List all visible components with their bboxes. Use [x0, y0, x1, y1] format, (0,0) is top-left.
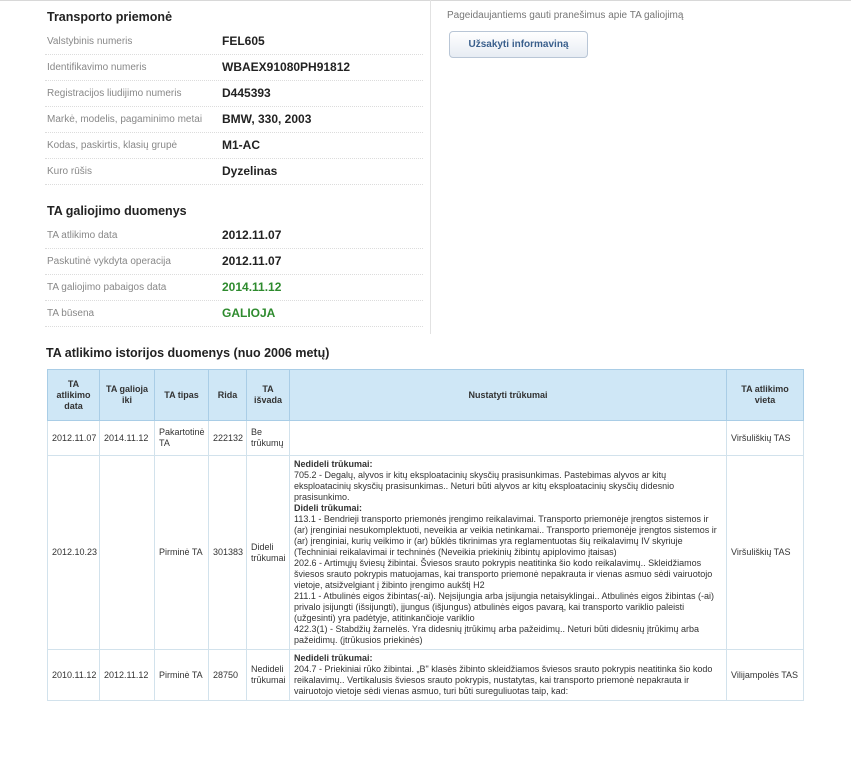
defect-item: 422.3(1) - Stabdžių žarnelės. Yra didesnių įtrūkimų arba pažeidimų.. Neturi būti didesnių įtrūkimų arba pažeidimų. (įtrūkusios priekinės): [294, 624, 700, 645]
col-header-mileage: Rida: [209, 370, 247, 421]
field-label: Identifikavimo numeris: [47, 62, 147, 73]
col-header-valid-until: TA galioja iki: [100, 370, 155, 421]
table-row: [48, 421, 804, 456]
history-table: [47, 369, 804, 701]
registration-number: D445393: [222, 86, 271, 100]
cell-defects: [290, 456, 727, 650]
vehicle-class: M1-AC: [222, 138, 260, 152]
defect-item: 211.1 - Atbulinės eigos žibintas(-ai). Neįsijungia arba įsijungia netaisyklingai.. Atbulinės eigos žibintas (-ai) privalo įsijungti (išsijungti), įjungus (išjungus) atbulinės eigos pavarą, kai transporto variklio paleisti (užgesinti) yra padėtyje, atitinkančioje variklio: [294, 591, 715, 623]
cell-type: Pakartotinė TA: [155, 421, 209, 456]
make-model-year: BMW, 330, 2003: [222, 112, 312, 126]
field-label: TA būsena: [47, 308, 95, 319]
defect-item: 202.6 - Artimųjų šviesų žibintai. Šviesos srauto pokrypis neatitinka šio kodo reikalavimų.. Skleidžiamos šviesos srauto pokrypis matuojamas, kai transporto priemonė nepakrauta ir vienas asmuo sėdi vairuotojo vietoje, atsižvelgiant į žibinto įrengimo aukštį H2: [294, 558, 713, 590]
validity-row: [45, 301, 423, 327]
cell-mileage: 28750: [209, 650, 247, 701]
cell-defects: [290, 650, 727, 701]
field-label: TA atlikimo data: [47, 230, 118, 241]
cell-date: 2010.11.12: [48, 650, 100, 701]
defect-item: 204.7 - Priekiniai rūko žibintai. „B" klasės žibinto skleidžiamos šviesos srauto pokrypis neatitinka šio kodo reikalavimų.. Vertikalusis šviesos srauto pokrypis, nustatytas, kai transporto priemonė nepakrauta ir vairuotojo vietoje sėdi vienas asmuo, turi būti sureguliuotas taip, kad:: [294, 664, 713, 696]
cell-conclusion: Be trūkumų: [247, 421, 290, 456]
last-operation-date: 2012.11.07: [222, 254, 282, 268]
cell-place: Viršuliškių TAS: [727, 421, 804, 456]
field-label: TA galiojimo pabaigos data: [47, 282, 167, 293]
cell-place: Vilijampolės TAS: [727, 650, 804, 701]
vehicle-row: [45, 29, 423, 55]
col-header-conclusion: TA išvada: [247, 370, 290, 421]
vehicle-row: [45, 55, 423, 81]
cell-place: Viršuliškių TAS: [727, 456, 804, 650]
cell-date: 2012.10.23: [48, 456, 100, 650]
cell-type: Pirminė TA: [155, 456, 209, 650]
cell-valid-until: 2012.11.12: [100, 650, 155, 701]
status-badge: GALIOJA: [222, 306, 276, 320]
vehicle-info-panel: [35, 0, 431, 334]
col-header-defects: Nustatyti trūkumai: [290, 370, 727, 421]
cell-type: Pirminė TA: [155, 650, 209, 701]
validity-section-title: TA galiojimo duomenys: [47, 204, 187, 218]
col-header-date: TA atlikimo data: [48, 370, 100, 421]
field-label: Kuro rūšis: [47, 166, 93, 177]
defect-item: 113.1 - Bendrieji transporto priemonės įrengimo reikalavimai. Transporto priemonėje įrengtos sistemos ir (ar) įrenginiai nesukomplektuoti, neveikia ar veikia netinkamai.. Transporto priemonėje įrengtos sistemos ir (ar) įrenginiai, kurių veikimo ir (ar) būklės tikrinimas yra reglamentuotas šių reikalavimų IV skyriuje (Techniniai reikalavimai ir techninės (Neveikia priekinių žibintų apiplovimo įtaisas): [294, 514, 717, 557]
vehicle-row: [45, 133, 423, 159]
vehicle-row: [45, 159, 423, 185]
field-label: Kodas, paskirtis, klasių grupė: [47, 140, 178, 151]
subscribe-button[interactable]: Užsakyti informaviną: [449, 31, 588, 58]
defect-heading: Nedideli trūkumai:: [294, 459, 373, 469]
expiry-date: 2014.11.12: [222, 280, 282, 294]
cell-valid-until: 2014.11.12: [100, 421, 155, 456]
defect-heading: Dideli trūkumai:: [294, 503, 363, 513]
notification-text: Pageidaujantiems gauti pranešimus apie TA galiojimą: [447, 10, 684, 21]
cell-defects: [290, 421, 727, 456]
defect-heading: Nedideli trūkumai:: [294, 653, 373, 663]
vin-number: WBAEX91080PH91812: [222, 60, 351, 74]
table-header-row: [48, 370, 804, 421]
fuel-type: Dyzelinas: [222, 164, 278, 178]
validity-row: [45, 275, 423, 301]
plate-number: FEL605: [222, 34, 265, 48]
cell-mileage: 222132: [209, 421, 247, 456]
cell-conclusion: Dideli trūkumai: [247, 456, 290, 650]
cell-conclusion: Nedideli trūkumai: [247, 650, 290, 701]
table-row: [48, 456, 804, 650]
field-label: Registracijos liudijimo numeris: [47, 88, 182, 99]
col-header-type: TA tipas: [155, 370, 209, 421]
validity-row: [45, 223, 423, 249]
defect-item: 705.2 - Degalų, alyvos ir kitų eksploatacinių skysčių prasisunkimas. Pastebimas alyvos ar kitų eksploatacinių skysčių prasisunkimas.. Neturi būti alyvos ar kitų eksploatacinių skysčių didesnio prasisunkimo.: [294, 470, 675, 502]
field-label: Paskutinė vykdyta operacija: [47, 256, 171, 267]
col-header-place: TA atlikimo vieta: [727, 370, 804, 421]
validity-row: [45, 249, 423, 275]
cell-valid-until: [100, 456, 155, 650]
history-title: TA atlikimo istorijos duomenys (nuo 2006 metų): [46, 346, 330, 360]
table-row: [48, 650, 804, 701]
vehicle-row: [45, 81, 423, 107]
field-label: Valstybinis numeris: [47, 36, 133, 47]
inspection-date: 2012.11.07: [222, 228, 282, 242]
cell-date: 2012.11.07: [48, 421, 100, 456]
cell-mileage: 301383: [209, 456, 247, 650]
vehicle-row: [45, 107, 423, 133]
vehicle-section-title: Transporto priemonė: [47, 10, 173, 24]
field-label: Markė, modelis, pagaminimo metai: [47, 114, 203, 125]
